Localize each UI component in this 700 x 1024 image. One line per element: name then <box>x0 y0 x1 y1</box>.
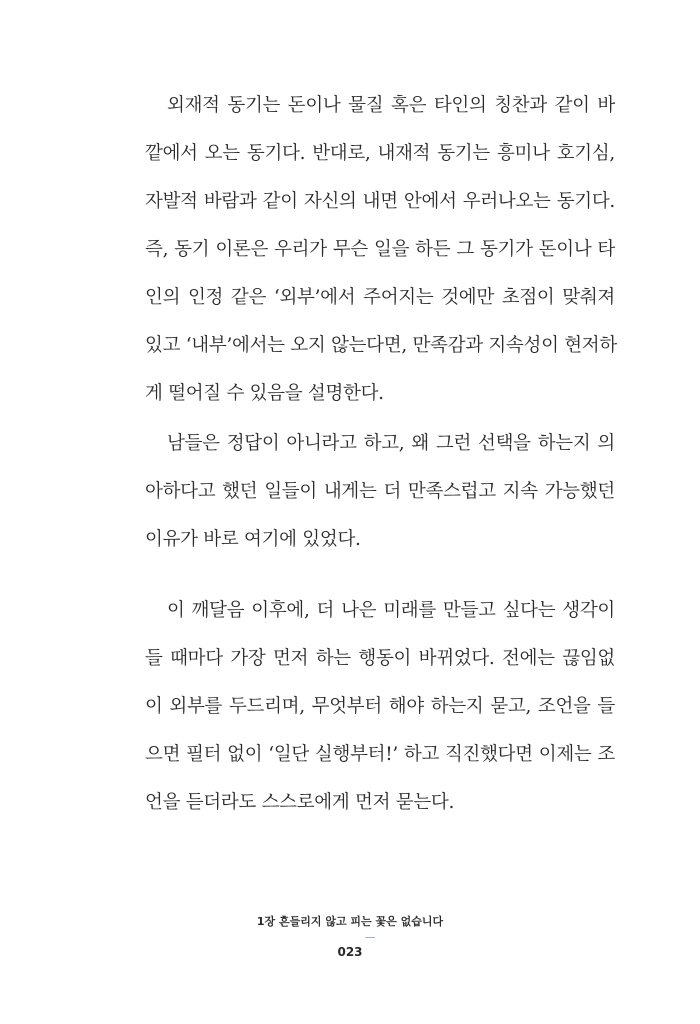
page-number: 023 <box>337 945 363 959</box>
paragraph-line: 있고 ‘내부’에서는 오지 않는다면, 만족감과 지속성이 현저하 <box>145 335 617 356</box>
paragraph-line: 즉, 동기 이론은 우리가 무슨 일을 하든 그 동기가 돈이나 타 <box>145 239 615 260</box>
paragraph-line: 외재적 동기는 돈이나 물질 혹은 타인의 칭찬과 같이 바 <box>167 95 615 116</box>
paragraph-line: 언을 듣더라도 스스로에게 먼저 묻는다. <box>145 792 455 813</box>
paragraph-extrinsic-intrinsic-motivation <box>145 82 615 418</box>
paragraph-line: 이 깨달음 이후에, 더 나은 미래를 만들고 싶다는 생각이 <box>167 600 615 621</box>
paragraph-line: 으면 필터 없이 ‘일단 실행부터!’ 하고 직진했다면 이제는 조 <box>145 744 615 765</box>
paragraph-line: 들 때마다 가장 먼저 하는 행동이 바뀌었다. 전에는 끊임없 <box>145 648 615 669</box>
paragraph-line: 자발적 바람과 같이 자신의 내면 안에서 우러나오는 동기다. <box>145 191 615 212</box>
paragraph-reason <box>145 420 615 564</box>
paragraph-line: 인의 인정 같은 ‘외부’에서 주어지는 것에만 초점이 맞춰져 <box>145 287 615 308</box>
paragraph-line: 게 떨어질 수 있음을 설명한다. <box>145 383 384 404</box>
paragraph-line: 아하다고 했던 일들이 내게는 더 만족스럽고 지속 가능했던 <box>145 481 615 502</box>
paragraph-realization <box>145 587 615 827</box>
running-footer-chapter-title: 1장 흔들리지 않고 피는 꽃은 없습니다 <box>256 915 444 928</box>
paragraph-line: 남들은 정답이 아니라고 하고, 왜 그런 선택을 하는지 의 <box>167 433 615 454</box>
footer-divider <box>365 937 375 938</box>
paragraph-line: 깥에서 오는 동기다. 반대로, 내재적 동기는 흥미나 호기심, <box>145 143 615 164</box>
paragraph-line: 이 외부를 두드리며, 무엇부터 해야 하는지 묻고, 조언을 들 <box>145 696 615 717</box>
paragraph-line: 이유가 바로 여기에 있었다. <box>145 529 361 550</box>
